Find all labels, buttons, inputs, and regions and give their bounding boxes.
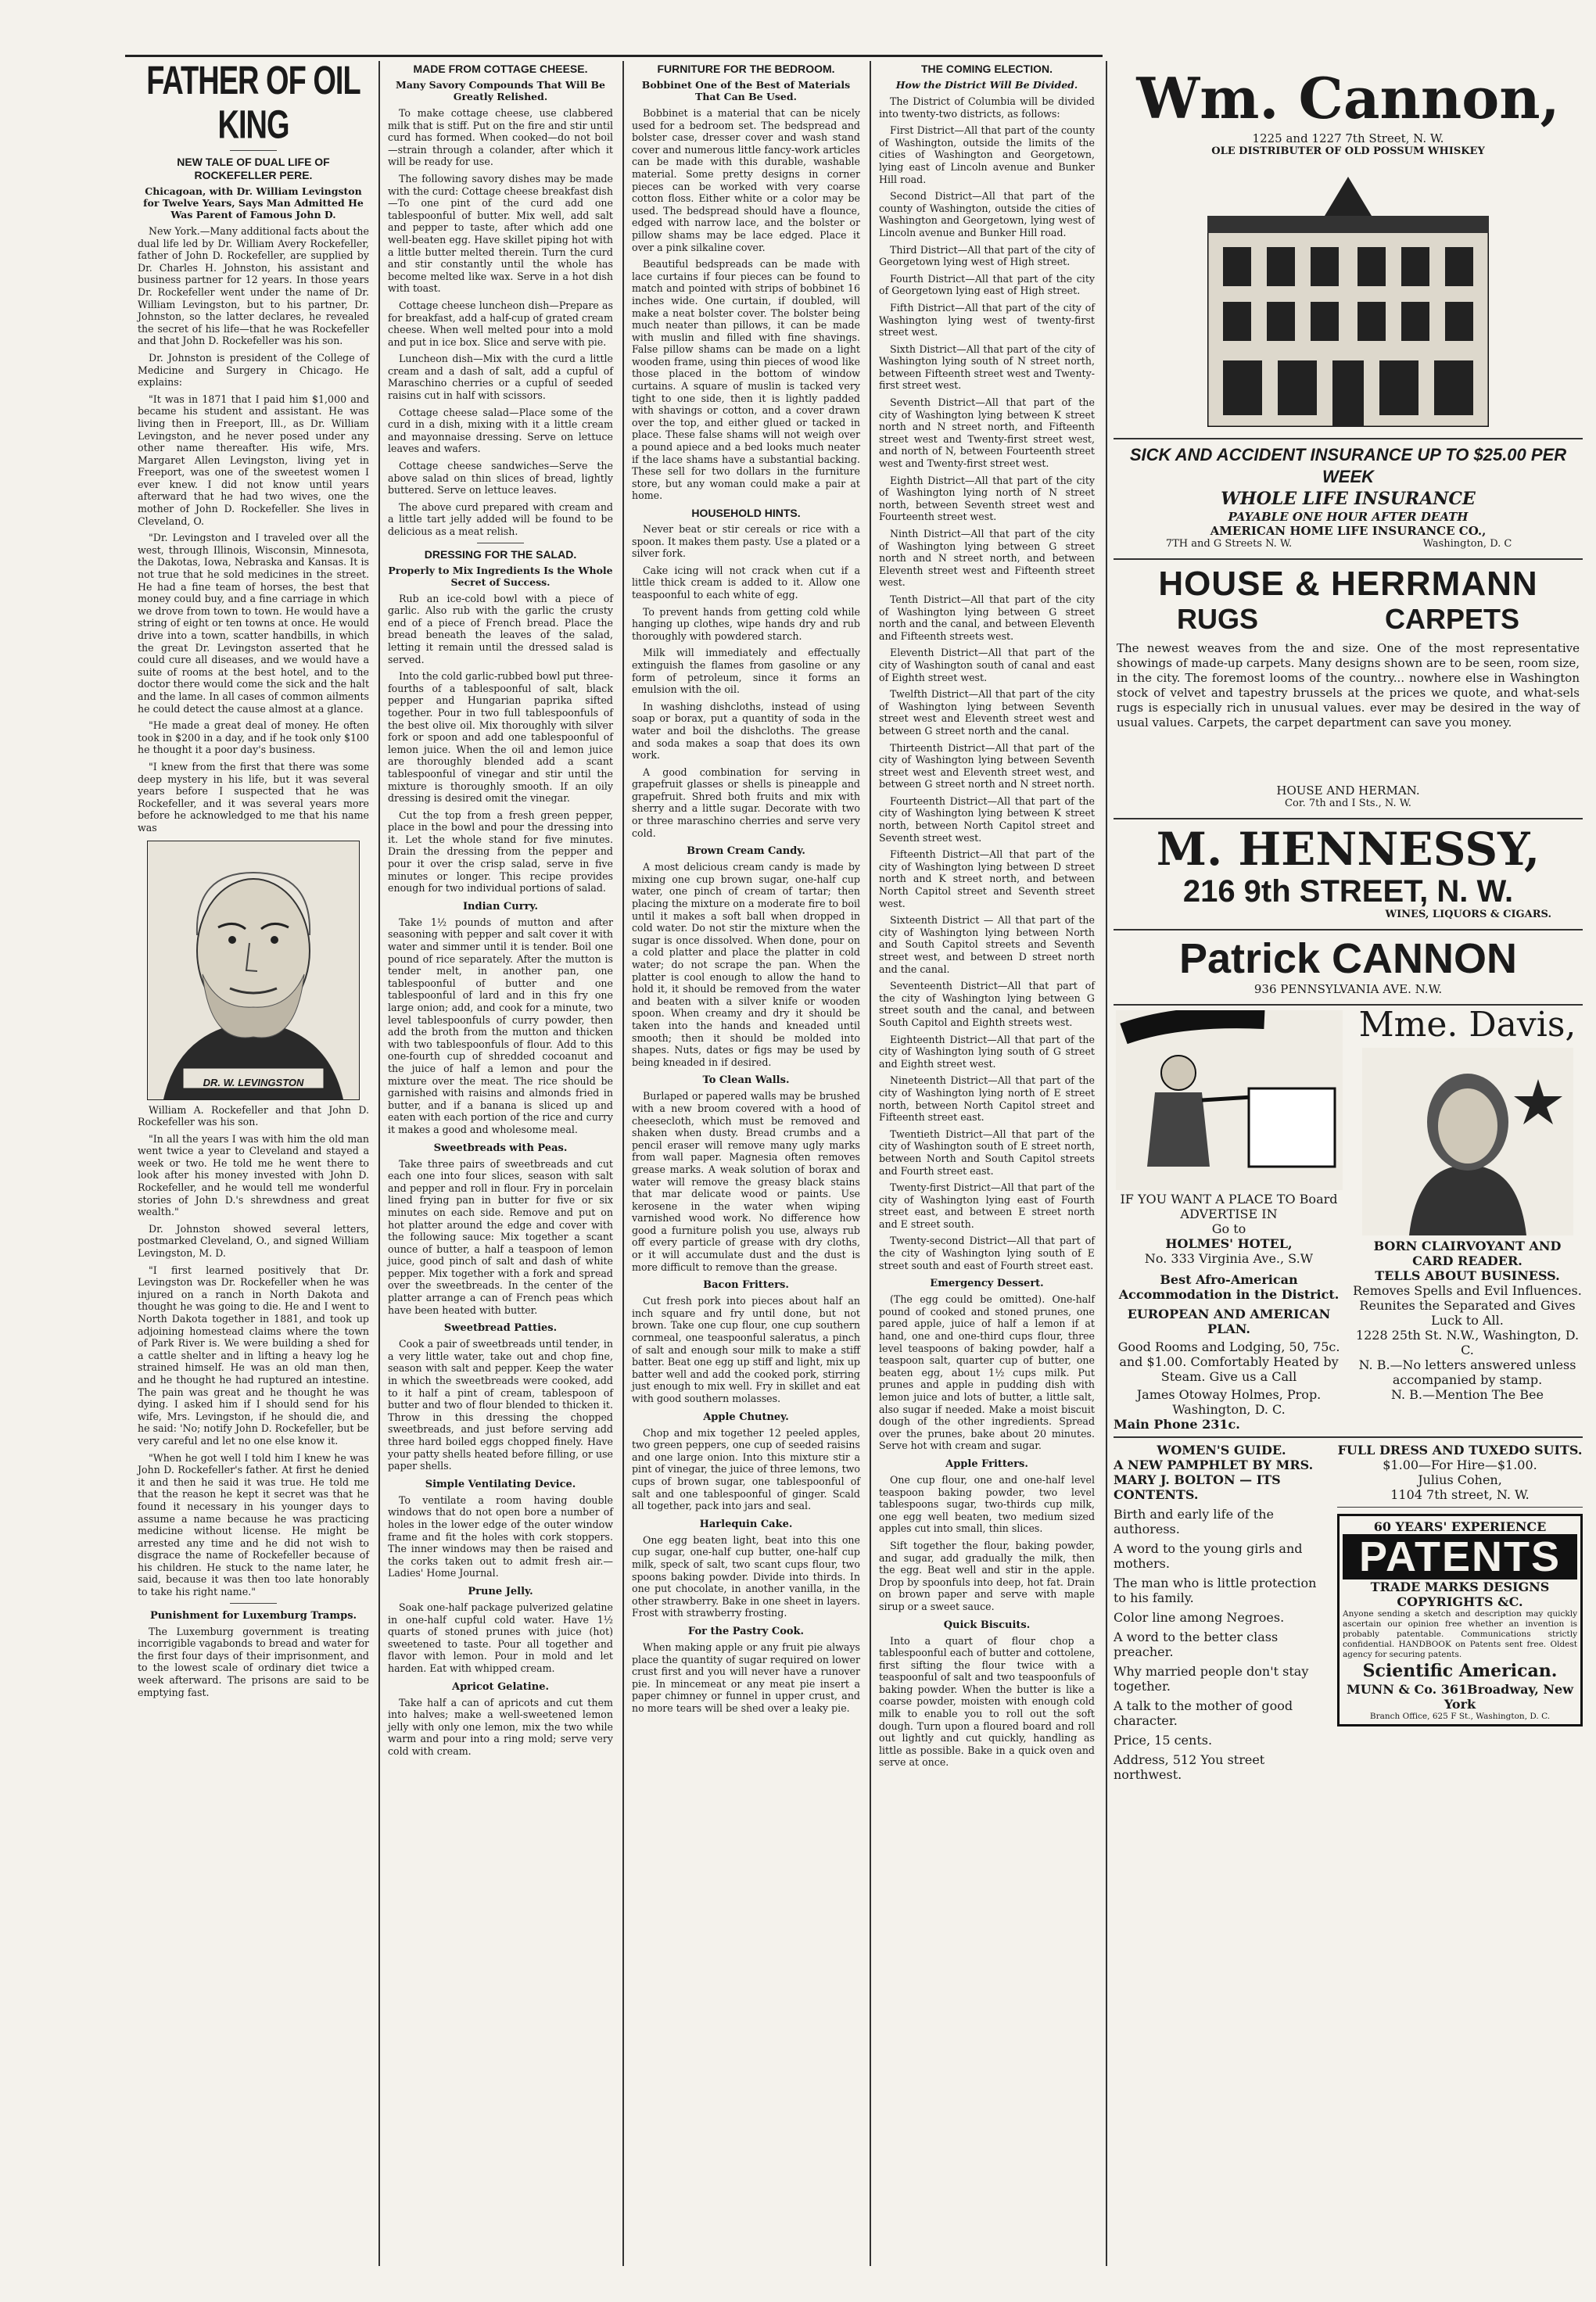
paragraph: A most delicious cream candy is made by mixing one cup brown sugar, one-half cup water, one pinch of cream of tartar; then placing the mixture on a moderate fire to boil until it makes a soft ball when dropped in cold water. Do not stir the mixture when the sugar is once dissolved. When done, pour on a cold platter and place the platter in cold water; do not scrape the pan. When the platter is cool enough to allow the hand to hold it, it should be removed from the water and beaten with a silver knife or wooden spoon. When creamy and dry it should be taken into the hands and kneaded until smooth; then it should be molded into shapes. Nuts, dates or figs may be used by being kneaded in if desired. — [632, 861, 860, 1068]
ad-address: 1104 7th street, N. W. — [1390, 1487, 1530, 1502]
paragraph: Cook a pair of sweetbreads until tender, in a very little water, take out and chop fine, season with salt and pepper. Keep the water in which the sweetbreads were cooked, add to it half a pint of cream, tablespoon of butter and two of flour blended to thicken it. Throw in this dressing the chopped sweetbreads, and just before serving add three hard boiled eggs chopped finely. Have your patty shells heated before filling, or use paper shells. — [388, 1338, 613, 1472]
hotel-illustration — [1116, 1010, 1343, 1190]
paragraph: To prevent hands from getting cold while hanging up clothes, wipe hands dry and rub thoroughly with powdered starch. — [632, 605, 860, 642]
column-4 — [871, 61, 1103, 2266]
headline-salad: DRESSING FOR THE SALAD. — [424, 547, 577, 561]
district-item: Twelfth District—All that part of the city of Washington lying between Seventh street west and Eleventh street west and between G street north and the canal. — [879, 688, 1095, 737]
ad-tagline: OLE DISTRIBUTER OF OLD POSSUM WHISKEY — [1211, 145, 1485, 157]
portrait-illustration — [147, 841, 360, 1100]
ad-address: Address, 512 You street northwest. — [1114, 1752, 1265, 1782]
paragraph: A good combination for serving in grapefruit glasses or shells is pineapple and grapefruit. Shred both fruits and mix with sherry and a little sugar. Decorate with two or three maraschino cherries and serve very cold. — [632, 766, 860, 839]
paragraph: Beautiful bedspreads can be made with lace curtains if four pieces can be found to match and pointed with strips of bobbinet 16 inches wide. One curtain, if doubled, will make a neat bolster cover. The bolster being much neater than pillows, it can be made with muslin and filled with fine shavings. False pillow shams can be made on a light wooden frame, using thin pieces of wood like those placed in the bottom of window curtains. A square of muslin is tacked very tight to one side, then it is lightly padded with shavings or cotton, and a cover drawn over the top, and either glued or tacked in place. These false shams will not weigh over a pound apiece and a bed looks much neater if the lace shams have a substantial backing. These sell for two dollars in the furniture store, but any woman could make a pair at home. — [632, 258, 860, 502]
recipe-title: Brown Cream Candy. — [687, 845, 805, 858]
headline-oil-king: FATHER OF OIL KING — [146, 61, 360, 148]
guide-item: A word to the young girls and mothers. — [1114, 1541, 1303, 1571]
deck: How the District Will Be Divided. — [895, 79, 1078, 91]
ad-hennessy — [1114, 819, 1583, 930]
subhead: NEW TALE OF DUAL LIFE OF ROCKEFELLER PERE. — [177, 156, 330, 181]
ad-title: M. HENNESSY, — [1156, 823, 1540, 876]
district-item: Fourteenth District—All that part of the city of Washington lying between K street north, between North Capitol street and Seventh street west. — [879, 794, 1095, 844]
district-item: Seventeenth District—All that part of the city of Washington lying between G street south and the canal, and between South Capitol and Eighth streets west. — [879, 980, 1095, 1028]
paragraph: The Luxemburg government is treating incorrigible vagabonds to bread and water for the first four days of their imprisonment, and to the lowest scale of ordinary diet twice a week afterward. The prisons are said to be emptying fast. — [138, 1625, 369, 1698]
ad-name: Julius Cohen, — [1418, 1472, 1502, 1487]
ad-line: WHOLE LIFE INSURANCE — [1221, 489, 1476, 509]
ad-column-right — [1337, 1443, 1583, 1782]
ad-title: PATENTS — [1343, 1534, 1577, 1579]
ad-line: TELLS ABOUT BUSINESS. — [1375, 1268, 1560, 1283]
divider — [230, 150, 277, 151]
district-item: Second District—All that part of the county of Washington, outside the cities of Washington and Georgetown, lying west of Lincoln avenue and Bunker Hill road. — [879, 190, 1095, 238]
ad-rugs: RUGS — [1176, 603, 1258, 635]
ad-line: BORN CLAIRVOYANT AND CARD READER. — [1373, 1239, 1562, 1268]
top-rule — [125, 55, 1103, 57]
headline-hints: HOUSEHOLD HINTS. — [691, 507, 801, 519]
ad-insurance — [1114, 439, 1583, 560]
ad-line: EUROPEAN AND AMERICAN PLAN. — [1127, 1307, 1331, 1336]
paragraph: Into the cold garlic-rubbed bowl put three-fourths of a tablespoonful of salt, black pepper and Hungarian paprika sifted together. Pour in two full tablespoonfuls of the best olive oil. Mix thoroughly with silver fork or spoon and add one tablespoonful of lemon juice. When the oil and lemon juice are thoroughly blended add a scant tablespoonful of vinegar and stir until the mixture is thoroughly smooth. If an oily dressing is desired omit the vinegar. — [388, 670, 613, 805]
paragraph: Never beat or stir cereals or rice with a spoon. It makes them pasty. Use a plated or a silver fork. — [632, 523, 860, 560]
recipe-title: Apple Chutney. — [703, 1411, 789, 1423]
paragraph: Dr. Johnston is president of the College of Medicine and Surgery in Chicago. He explains: — [138, 351, 369, 389]
paragraph: Into a quart of flour chop a tablespoonful each of butter and cottolene, first sifting the flour twice with a teaspoonful of salt and two teaspoonfuls of baking powder. When the butter is like a coarse powder, moisten with enough cold milk to enable you to roll out the soft dough. Turn upon a floured board and roll out lightly and cut quickly, handling as little as possible. Bake in a quick oven and serve at once. — [879, 1634, 1095, 1769]
ad-mme-davis — [1352, 1006, 1583, 1432]
district-item: Twentieth District—All that part of the city of Washington south of E street north, between North and South Capitol streets and Fourth street east. — [879, 1128, 1095, 1177]
ad-title: FULL DRESS AND TUXEDO SUITS. — [1337, 1443, 1583, 1458]
district-item: Fifth District—All that part of the city of Washington lying west of twenty-first street west. — [879, 301, 1095, 339]
headline-election: THE COMING ELECTION. — [921, 63, 1053, 75]
recipe-title: Quick Biscuits. — [943, 1619, 1031, 1631]
ad-womens-guide — [1114, 1443, 1329, 1782]
paragraph: "Dr. Levingston and I traveled over all the west, through Illinois, Wisconsin, Minnesota, the Dakotas, Iowa, Nebraska and Kansas. It is not true that he sold medicines in the street. He had a fine team of horses, the best that money could buy, and a fine carriage in which we drove from town to town. He would have a string of eight or ten towns at once. He would drive into a town, scatter handbills, in which the great Dr. Levingston asserted that he could cure all diseases, and we would have a suite of rooms at the best hotel, and to the doctor there would come the sick and the halt and the lame. In all cases of common ailments he could detect the cause almost at a glance. — [138, 532, 369, 715]
ad-tagline: WINES, LIQUORS & CIGARS. — [1385, 909, 1551, 920]
guide-item: The man who is little protection to his family. — [1114, 1576, 1317, 1605]
paragraph: Soak one-half package pulverized gelatine in one-half cupful cold water. Have 1½ quarts of stoned prunes with juice (hot) sweetened to taste. Pour all together and flavor with lemon. Pour in mold and let harden. Eat with whipped cream. — [388, 1601, 613, 1674]
paragraph: Cake icing will not crack when cut if a little thick cream is added to it. Allow one teaspoonful to each white of egg. — [632, 564, 860, 601]
ad-address: Cor. 7th and I Sts., N. W. — [1285, 798, 1411, 809]
recipe-title: Apricot Gelatine. — [451, 1680, 549, 1693]
ad-line: 7TH and G Streets N. W. — [1165, 538, 1293, 550]
guide-item: Why married people don't stay together. — [1114, 1664, 1309, 1694]
paragraph: "When he got well I told him I knew he was John D. Rockefeller's father. At first he denied it and then he said it was true. He told me that the reason he kept it secret was that he found it necessary in his younger days to assume a name because he was practicing medicine without license. He might be arrested any time and he did not wish to disgrace the name of Rockefeller because of his children. He stuck to the name later, he said, because it was then too late honorably to take his right name." — [138, 1451, 369, 1598]
district-item: Seventh District—All that part of the city of Washington lying between K street north and N street north, and Fifteenth street west and Twenty-first street west, and north of N, between Fourteenth street west and Twenty-first street west. — [879, 396, 1095, 470]
recipe-title: To Clean Walls. — [702, 1074, 790, 1087]
portrait-caption: DR. W. LEVINGSTON — [203, 1076, 304, 1088]
district-item: Eighteenth District—All that part of the city of Washington lying south of G street and Eighth street west. — [879, 1033, 1095, 1070]
ad-years: 60 YEARS' EXPERIENCE — [1373, 1519, 1547, 1534]
ad-address: 1225 and 1227 7th Street, N. W. — [1252, 131, 1444, 145]
ad-marks: TRADE MARKS DESIGNS COPYRIGHTS &C. — [1370, 1579, 1550, 1609]
recipe-title: Harlequin Cake. — [699, 1518, 793, 1530]
ad-goto: Go to — [1211, 1221, 1246, 1236]
ad-line: Best Afro-American Accommodation in the District. — [1118, 1272, 1340, 1302]
guide-item: A word to the better class preacher. — [1114, 1630, 1279, 1659]
ad-title: WOMEN'S GUIDE. — [1157, 1443, 1286, 1458]
paragraph: "In all the years I was with him the old man went twice a year to Cleveland and stayed a week or two. He told me he went there to look after his money invested with John D. Rockefeller, and he would tell me wonderful stories of John D.'s shrewdness and great wealth." — [138, 1132, 369, 1218]
column-1 — [130, 61, 377, 2266]
ad-title: HOUSE & HERRMANN — [1158, 565, 1538, 603]
ad-banner: IF YOU WANT A PLACE TO Board ADVERTISE IN — [1120, 1192, 1338, 1221]
ad-line: AMERICAN HOME LIFE INSURANCE CO., — [1210, 524, 1487, 538]
headline-furniture: FURNITURE FOR THE BEDROOM. — [657, 63, 835, 75]
ad-body: Anyone sending a sketch and description may quickly ascertain our opinion free whether an invention is probably patentable. Communications strictly confidential. HANDBOOK on Patents sent free. Oldest agency for securing patents. — [1343, 1609, 1577, 1659]
ad-branch: Branch Office, 625 F St., Washington, D. C. — [1369, 1712, 1551, 1721]
ad-price: $1.00—For Hire—$1.00. — [1383, 1458, 1537, 1472]
deck: Chicagoan, with Dr. William Levingston for Twelve Years, Says Man Admitted He Was Parent of Famous John D. — [143, 185, 364, 221]
ad-line: N. B.—Mention The Bee — [1391, 1387, 1544, 1402]
paragraph: The above curd prepared with cream and a little tart jelly added will be found to be delicious as a meat relish. — [388, 500, 613, 537]
recipe-title: Prune Jelly. — [468, 1585, 533, 1597]
ad-patents — [1337, 1514, 1583, 1726]
recipe-title: Indian Curry. — [462, 900, 539, 913]
paragraph: Chop and mix together 12 peeled apples, two green peppers, one cup of seeded raisins and one large onion. Into this mixture stir a pint of vinegar, the juice of three lemons, two cups of brown sugar, one tablespoonful of salt and one tablespoonful of ginger. Scald all together, pack into jars and seal. — [632, 1426, 860, 1512]
ad-line: PAYABLE ONE HOUR AFTER DEATH — [1228, 510, 1469, 524]
recipe-title: Emergency Dessert. — [930, 1278, 1044, 1290]
ad-munn: MUNN & Co. 361Broadway, New York — [1347, 1682, 1573, 1712]
district-item: First District—All that part of the county of Washington, outside the limits of the cities of Washington and Georgetown, lying east of Lincoln avenue and Bunker Hill road. — [879, 124, 1095, 185]
paragraph: One egg beaten light, beat into this one cup sugar, one-half cup butter, one-half cup milk, speck of salt, two scant cups flour, two spoons baking powder. Divide into thirds. In one put chocolate, in another vanilla, in the other strawberry. Bake in one sheet in layers. Frost with strawberry frosting. — [632, 1533, 860, 1619]
paragraph: William A. Rockefeller and that John D. Rockefeller was his son. — [138, 1103, 369, 1128]
paragraph: The District of Columbia will be divided into twenty-two districts, as follows: — [879, 95, 1095, 120]
paragraph: Take 1½ pounds of mutton and after seasoning with pepper and salt cover it with water and simmer until it is tender. Boil one pound of rice separately. After the mutton is tender melt, in another pan, one tablespoonful of butter and one tablespoonful of lard and in this fry one large onion; add, and cook for a minute, two level tablespoonfuls of curry powder, then add the broth from the mutton and thicken with two tablespoonfuls of flour. Add to this one-fourth cup of shredded cocoanut and the juice of half a lemon and pour the mixture over the meat. The rice should be garnished with raisins and almonds fried in butter, and if a banana is sliced up and eaten with each portion of the rice and curry it makes a good and wholesome meal. — [388, 916, 613, 1135]
column-rule — [1106, 61, 1107, 2266]
district-item: Twenty-first District—All that part of the city of Washington lying east of Fourth street east, and between E street north and E street south. — [879, 1181, 1095, 1230]
column-3 — [624, 61, 868, 2266]
paragraph: "He made a great deal of money. He often took in $200 in a day, and if he took only $100 he thought it a poor day's business. — [138, 719, 369, 756]
paragraph: Cut the top from a fresh green pepper, place in the bowl and pour the dressing into it. Let the whole stand for five minutes. Drain the dressing from the pepper and pour it over the crisp salad, serve in five minutes or longer. This recipe provides enough for two individual portions of salad. — [388, 809, 613, 895]
ad-patrick-cannon — [1114, 930, 1583, 1006]
paragraph: Dr. Johnston showed several letters, postmarked Cleveland, O., and signed William Levingston, M. D. — [138, 1222, 369, 1260]
ad-holmes-hotel — [1114, 1006, 1344, 1432]
paragraph: In washing dishcloths, instead of using soap or borax, put a quantity of soda in the water and boil the dishcloths. The grease and soda makes a soap that does its own work. — [632, 700, 860, 762]
ad-title: Patrick CANNON — [1178, 935, 1518, 982]
ads-column — [1109, 61, 1587, 2266]
deck: Bobbinet One of the Best of Materials That Can Be Used. — [641, 79, 851, 102]
ad-house-herrmann — [1114, 560, 1583, 819]
district-item: Thirteenth District—All that part of the city of Washington lying between Seventh street west and Eleventh street west, and between G street north and N street north. — [879, 741, 1095, 791]
district-item: Sixteenth District — All that part of the city of Washington lying between North and South Capitol streets and Seventh street west, and between D street north and the canal. — [879, 914, 1095, 975]
paragraph: Sift together the flour, baking powder, and sugar, add gradually the milk, then the egg. Beat well and stir in the apple. Drop by spoonfuls into deep, hot fat. Drain on brown paper and serve with maple sirup or a sweet sauce. — [879, 1539, 1095, 1612]
building-illustration — [1207, 169, 1489, 427]
ad-address: No. 333 Virginia Ave., S.W — [1144, 1251, 1314, 1266]
paragraph: The following savory dishes may be made with the curd: Cottage cheese breakfast dish—To one pint of the curd add one tablespoonful of butter. Mix well, add salt and pepper to taste, after which add one well-beaten egg. Have skillet piping hot with a little butter melted therein. Turn the curd and stir constantly until the whole has become melted like wax. Serve in a hot dish with toast. — [388, 172, 613, 295]
portrait-illustration — [1362, 1048, 1573, 1235]
ad-line: Good Rooms and Lodging, 50, 75c. and $1.00. Comfortably Heated by Steam. Give us a Call — [1117, 1339, 1340, 1384]
story-title: Punishment for Luxemburg Tramps. — [149, 1609, 357, 1622]
ad-title: Wm. Cannon, — [1136, 65, 1560, 131]
ad-line: 1228 25th St. N.W., Washington, D. C. — [1355, 1328, 1580, 1357]
paragraph: Cut fresh pork into pieces about half an inch square and fry until done, but not brown. Take one cup flour, one cup southern cornmeal, one teaspoonful saleratus, a pinch of salt and enough sour milk to make a stiff batter. Beat one egg up stiff and light, mix up batter well and add the cooked pork, stirring just enough to mix well. Fry in skillet and eat with good southern molasses. — [632, 1295, 860, 1404]
paragraph: "I knew from the first that there was some deep mystery in his life, but it was several years before I suspected that he was Rockefeller, and it was several years more before he acknowledged to me that his name was — [138, 760, 369, 834]
district-item: Twenty-second District—All that part of the city of Washington lying south of E street south and east of Fourth street east. — [879, 1235, 1095, 1271]
ad-line: Removes Spells and Evil Influences. Reunites the Separated and Gives Luck to All. — [1353, 1283, 1582, 1328]
ad-carpets: CARPETS — [1384, 603, 1519, 635]
paragraph: "It was in 1871 that I paid him $1,000 and became his student and assistant. He was living then in Freeport, Ill., as Dr. William Levingston, and he never posed under any other name thereafter. His wife, Mrs. Margaret Allen Levingston, living yet in Freeport, was one of the sweetest women I ever knew. I did not know until years afterward that he had two wives, one the mother of John D. Rockefeller. She lives in Cleveland, O. — [138, 393, 369, 527]
paragraph: To ventilate a room having double windows that do not open bore a number of holes in the lower edge of the outer window frame and fit the holes with cork stoppers. The inner windows may then be raised and the corks taken out to admit fresh air.—Ladies' Home Journal. — [388, 1493, 613, 1579]
recipe-title: For the Pastry Cook. — [687, 1625, 805, 1637]
guide-item: Color line among Negroes. — [1114, 1610, 1285, 1625]
district-item: Fourth District—All that part of the city of Georgetown lying east of High street. — [879, 272, 1095, 297]
recipe-title: Sweetbreads with Peas. — [433, 1142, 568, 1154]
ad-head: A NEW PAMPHLET BY MRS. MARY J. BOLTON — ITS CONTENTS. — [1114, 1458, 1314, 1502]
district-item: Fifteenth District—All that part of the city of Washington lying between D street north and K street north, and between North Capitol street and Seventh street west. — [879, 848, 1095, 909]
recipe-title: Apple Fritters. — [945, 1458, 1028, 1470]
ad-line: Washington, D. C. — [1172, 1402, 1286, 1417]
ad-line: Washington, D. C — [1422, 538, 1512, 550]
headline-cottage-cheese: MADE FROM COTTAGE CHEESE. — [413, 63, 588, 75]
ad-body: The newest weaves from the and size. One of the most representative showings of made-up carpets. Many designs shown are to be seen, room size, in the city. The foremost looms of the country... nowhere else in Washington stock of velvet and tapestry brussels at the prices we quote, and what-sels rugs is especially rich in unusual values. ever may be desired in the way of usual values. Carpets, the carpet department can save you money. — [1117, 641, 1580, 730]
deck: Properly to Mix Ingredients Is the Whole Secret of Success. — [388, 564, 613, 588]
ad-line: James Otoway Holmes, Prop. — [1136, 1387, 1322, 1402]
district-item: Eighth District—All that part of the city of Washington lying north of N street north, between Seventh street west and Fourteenth street west. — [879, 474, 1095, 523]
guide-item: A talk to the mother of good character. — [1114, 1698, 1293, 1728]
district-item: Nineteenth District—All that part of the city of Washington lying north of E street north, between North Capitol street and Fifteenth street east. — [879, 1074, 1095, 1124]
paragraph: "I first learned positively that Dr. Levingston was Dr. Rockefeller when he was injured on a ranch in North Dakota and thought he was going to die. He and I went to North Dakota together in 1881, and took up adjoining homestead claims where the town of Park River is. We were building a shed for a cattle shelter and in lifting a heavy log he strained himself. He was an old man then, and he thought he had ruptured an intestine. The pain was great and he thought he was dying. I asked him if I should send for his wife, Mrs. Levingston, if he should die, and he said: 'No; notify John D. Rockefeller, but be very careful and let no one else know it. — [138, 1264, 369, 1447]
paragraph: One cup flour, one and one-half level teaspoon baking powder, two level tablespoons sugar, two-thirds cup milk, one egg well beaten, two medium sized apples cut into small, thin slices. — [879, 1473, 1095, 1535]
paragraph: Cottage cheese salad—Place some of the curd in a dish, mixing with it a little cream and mayonnaise dressing. Serve on lettuce leaves and wafers. — [388, 406, 613, 455]
district-item: Tenth District—All that part of the city of Washington lying between G street north and the canal, and between Eleventh and Fifteenth streets west. — [879, 593, 1095, 642]
divider — [230, 1603, 277, 1604]
district-item: Sixth District—All that part of the city of Washington lying south of N street north, between Fifteenth street west and Twenty-first street west. — [879, 342, 1095, 392]
paragraph: Burlaped or papered walls may be brushed with a new broom covered with a hood of cheesecloth, which must be removed and shaken when dusty. Bread crumbs and a pencil eraser will remove many ugly marks from wall paper. Magnesia often removes grease marks. A weak solution of borax and water will remove the greasy black stains that mar delicate wood or paints. Use kerosene in the water when wiping varnished wood work. No difference how good a furniture polish you use, always rub off every particle of grease with dry cloths, or it will accumulate dust and the dust is more difficult to remove than the grease. — [632, 1090, 860, 1273]
paragraph: Luncheon dish—Mix with the curd a little cream and a dash of salt, add a cupful of Maraschino cherries or a cupful of seeded raisins cut in half with scissors. — [388, 353, 613, 402]
paragraph: When making apple or any fruit pie always place the quantity of sugar required on lower crust first and you will never have a runover pie. In mincemeat or any meat pie insert a paper chimney or funnel in upper crust, and no more tears will be shed over a leaky pie. — [632, 1640, 860, 1714]
paragraph: Cottage cheese luncheon dish—Prepare as for breakfast, add a half-cup of grated cream cheese. When well melted pour into a mold and put in ice box. Slice and serve with pie. — [388, 299, 613, 348]
paragraph: Take three pairs of sweetbreads and cut each one into four slices, season with salt and pepper and roll in flour. Fry in porcelain lined frying pan in butter for five or six minutes on each side. Remove and put on hot platter around the edge and cover with the following sauce: Mix together a scant ounce of butter, a half a teaspoon of lemon juice, good pinch of salt and dash of white pepper. Mix together with a fork and spread over the sweetbreads. In the center of the platter arrange a can of French peas which have been heated with butter. — [388, 1157, 613, 1316]
district-item: Ninth District—All that part of the city of Washington lying between G street north and N street north, and between Eleventh street west and Fifteenth street west. — [879, 528, 1095, 589]
ad-wm-cannon — [1114, 61, 1583, 439]
recipe-title: Bacon Fritters. — [703, 1279, 789, 1292]
paragraph: Bobbinet is a material that can be nicely used for a bedroom set. The bedspread and bolster case, dresser cover and wash stand cover and numerous little fancy-work articles can be made with this durable, washable material. Some pretty designs in corner pieces can be worked with very coarse cotton floss. Either white or a color may be used. The bedspread should have a flounce, edged with narrow lace, and the bolster or pillow shams may be lace edged. Place it over a pink silkaline cover. — [632, 107, 860, 253]
ad-name: HOLMES' HOTEL, — [1165, 1236, 1293, 1251]
paragraph: Take half a can of apricots and cut them into halves; make a well-sweetened lemon jelly with only one lemon, mix the two while warm and pour into a ring mold; serve very cold with cream. — [388, 1696, 613, 1757]
paragraph: Milk will immediately and effectually extinguish the flames from gasoline or any form of petroleum, since it forms an emulsion with the oil. — [632, 647, 860, 696]
recipe-title: Sweetbread Patties. — [443, 1322, 558, 1335]
paragraph: To make cottage cheese, use clabbered milk that is stiff. Put on the fire and stir until curd has formed. When cooked—do not boil—strain through a colander, after which it will be ready for use. — [388, 107, 613, 168]
paragraph: (The egg could be omitted). One-half pound of cooked and stoned prunes, one pared apple, juice of half a lemon if at hand, one and one-third cups flour, three level teaspoons of baking powder, half a teaspoon salt, quarter cup of butter, one beaten egg, about 1½ cups milk. Put prunes and apple in pudding dish with lemon juice and lots of butter, a little salt, also sugar if needed. Make a moist biscuit dough of the other ingredients. Spread over the prunes, bake about 20 minutes. Serve hot with cream and sugar. — [879, 1293, 1095, 1452]
ad-sci: Scientific American. — [1362, 1661, 1558, 1681]
ad-address: 216 9th STREET, N. W. — [1182, 874, 1514, 909]
district-item: Eleventh District—All that part of the city of Washington south of canal and east of Eighth street west. — [879, 647, 1095, 683]
paragraph: Cottage cheese sandwiches—Serve the above salad on thin slices of bread, lightly buttered. Serve on lettuce leaves. — [388, 460, 613, 497]
column-2 — [380, 61, 621, 2266]
ad-name: HOUSE AND HERMAN. — [1276, 783, 1420, 798]
guide-item: Birth and early life of the authoress. — [1114, 1507, 1274, 1536]
ad-address: 936 PENNSYLVANIA AVE. N.W. — [1253, 982, 1443, 996]
ad-line: N. B.—No letters answered unless accompanied by stamp. — [1358, 1357, 1576, 1387]
ad-line: Main Phone 231c. — [1114, 1417, 1240, 1432]
ad-line: SICK AND ACCIDENT INSURANCE UP TO $25.00 PER WEEK — [1129, 445, 1567, 486]
recipe-title: Simple Ventilating Device. — [425, 1478, 576, 1490]
district-list — [879, 124, 1095, 1271]
ad-suits — [1337, 1443, 1583, 1508]
ad-title: Mme. Davis, — [1358, 1005, 1576, 1045]
district-item: Third District—All that part of the city of Georgetown lying west of High street. — [879, 243, 1095, 268]
ad-price: Price, 15 cents. — [1114, 1733, 1213, 1748]
deck: Many Savory Compounds That Will Be Greatly Relished. — [395, 79, 605, 102]
paragraph: Rub an ice-cold bowl with a piece of garlic. Also rub with the garlic the crusty end of a piece of French bread. Place the bread beneath the leaves of the salad, letting it remain until the dressed salad is served. — [388, 592, 613, 665]
paragraph: New York.—Many additional facts about the dual life led by Dr. William Avery Rockefeller, father of John D. Rockefeller, are supplied by Dr. Charles H. Johnston, his assistant and business partner for 12 years. In those years Dr. Rockefeller went under the name of Dr. William Levingston, but to his partner, Dr. Johnston, so the latter declares, he revealed the secret of his life—that he was Rockefeller and that John D. Rockefeller was his son. — [138, 225, 369, 347]
